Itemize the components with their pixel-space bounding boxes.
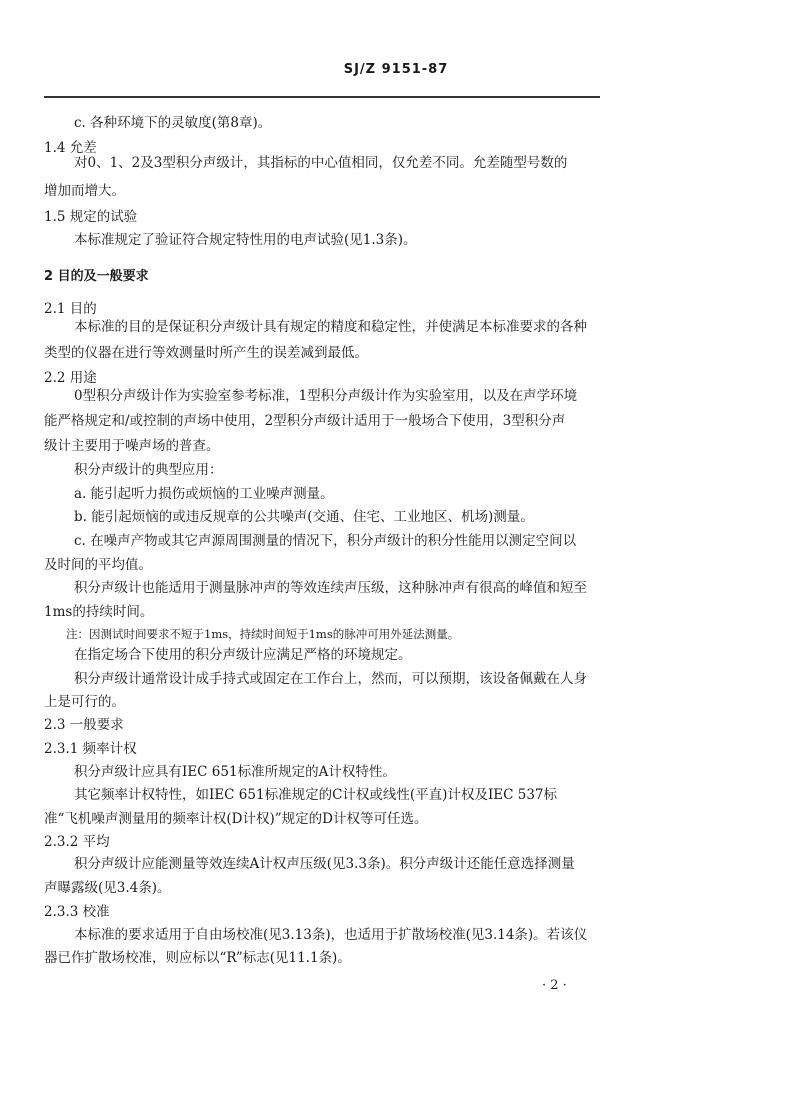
- text-line: 及时间的平均值。: [44, 557, 152, 573]
- section-heading: 2.2 用途: [44, 370, 97, 386]
- text-line: b. 能引起烦恼的或违反规章的公共噪声(交通、住宅、工业地区、机场)测量。: [74, 509, 534, 525]
- text-line: 其它频率计权特性，如IEC 651标准规定的C计权或线性(平直)计权及IEC 537标: [74, 787, 558, 803]
- text-line: c. 各种环境下的灵敏度(第8章)。: [74, 115, 272, 131]
- text-line: 本标准的要求适用于自由场校准(见3.13条)，也适用于扩散场校准(见3.14条)。若该仪: [74, 927, 588, 943]
- text-line: 积分声级计也能适用于测量脉冲声的等效连续声压级，这种脉冲声有很高的峰值和短至: [74, 580, 587, 596]
- text-line: 本标准的目的是保证积分声级计具有规定的精度和稳定性，并使满足本标准要求的各种: [74, 319, 587, 335]
- section-heading: 2.1 目的: [44, 301, 97, 317]
- text-line: 对0、1、2及3型积分声级计，其指标的中心值相同，仅允差不同。允差随型号数的: [74, 155, 568, 171]
- text-line: 积分声级计应能测量等效连续A计权声压级(见3.3条)。积分声级计还能任意选择测量: [74, 856, 575, 872]
- subsection-heading: 2.3.3 校准: [44, 904, 110, 920]
- subsection-heading: 2.3.2 平均: [44, 834, 110, 850]
- text-line: 上是可行的。: [44, 694, 125, 710]
- text-line: 在指定场合下使用的积分声级计应满足严格的环境规定。: [74, 647, 412, 663]
- text-line: a. 能引起听力损伤或烦恼的工业噪声测量。: [74, 486, 334, 502]
- text-line: 积分声级计应具有IEC 651标准所规定的A计权特性。: [74, 764, 396, 780]
- text-line: 本标准规定了验证符合规定特性用的电声试验(见1.3条)。: [74, 232, 417, 248]
- text-line: 积分声级计的典型应用：: [74, 462, 223, 478]
- section-heading: 1.4 允差: [44, 140, 97, 156]
- page-number: · 2 ·: [542, 978, 567, 993]
- text-line: 能严格规定和/或控制的声场中使用，2型积分声级计适用于一般场合下使用，3型积分声: [44, 413, 566, 429]
- text-line: 声曝露级(见3.4条)。: [44, 880, 171, 896]
- section-heading: 1.5 规定的试验: [44, 209, 138, 225]
- section-heading: 2.3 一般要求: [44, 717, 124, 733]
- subsection-heading: 2.3.1 频率计权: [44, 741, 137, 757]
- text-line: 0型积分声级计作为实验室参考标准，1型积分声级计作为实验室用，以及在声学环境: [74, 388, 578, 404]
- note-line: 注：因测试时间要求不短于1ms，持续时间短于1ms的脉冲可用外延法测量。: [66, 627, 460, 641]
- text-line: c. 在噪声产物或其它声源周围测量的情况下，积分声级计的积分性能用以测定空间以: [74, 533, 577, 549]
- text-line: 积分声级计通常设计成手持式或固定在工作台上，然而，可以预期，该设备佩戴在人身: [74, 671, 587, 687]
- text-line: 准“飞机噪声测量用的频率计权(D计权)”规定的D计权等可任选。: [44, 811, 428, 827]
- text-line: 增加而增大。: [44, 183, 125, 199]
- chapter-heading: 2 目的及一般要求: [44, 269, 149, 284]
- text-line: 器已作扩散场校准，则应标以“R”标志(见11.1条)。: [44, 950, 351, 966]
- text-line: 1ms的持续时间。: [44, 604, 154, 620]
- document-code-header: SJ/Z 9151-87: [343, 62, 449, 77]
- text-line: 级计主要用于噪声场的普查。: [44, 438, 220, 454]
- text-line: 类型的仪器在进行等效测量时所产生的误差减到最低。: [44, 345, 368, 361]
- header-rule: [44, 96, 600, 98]
